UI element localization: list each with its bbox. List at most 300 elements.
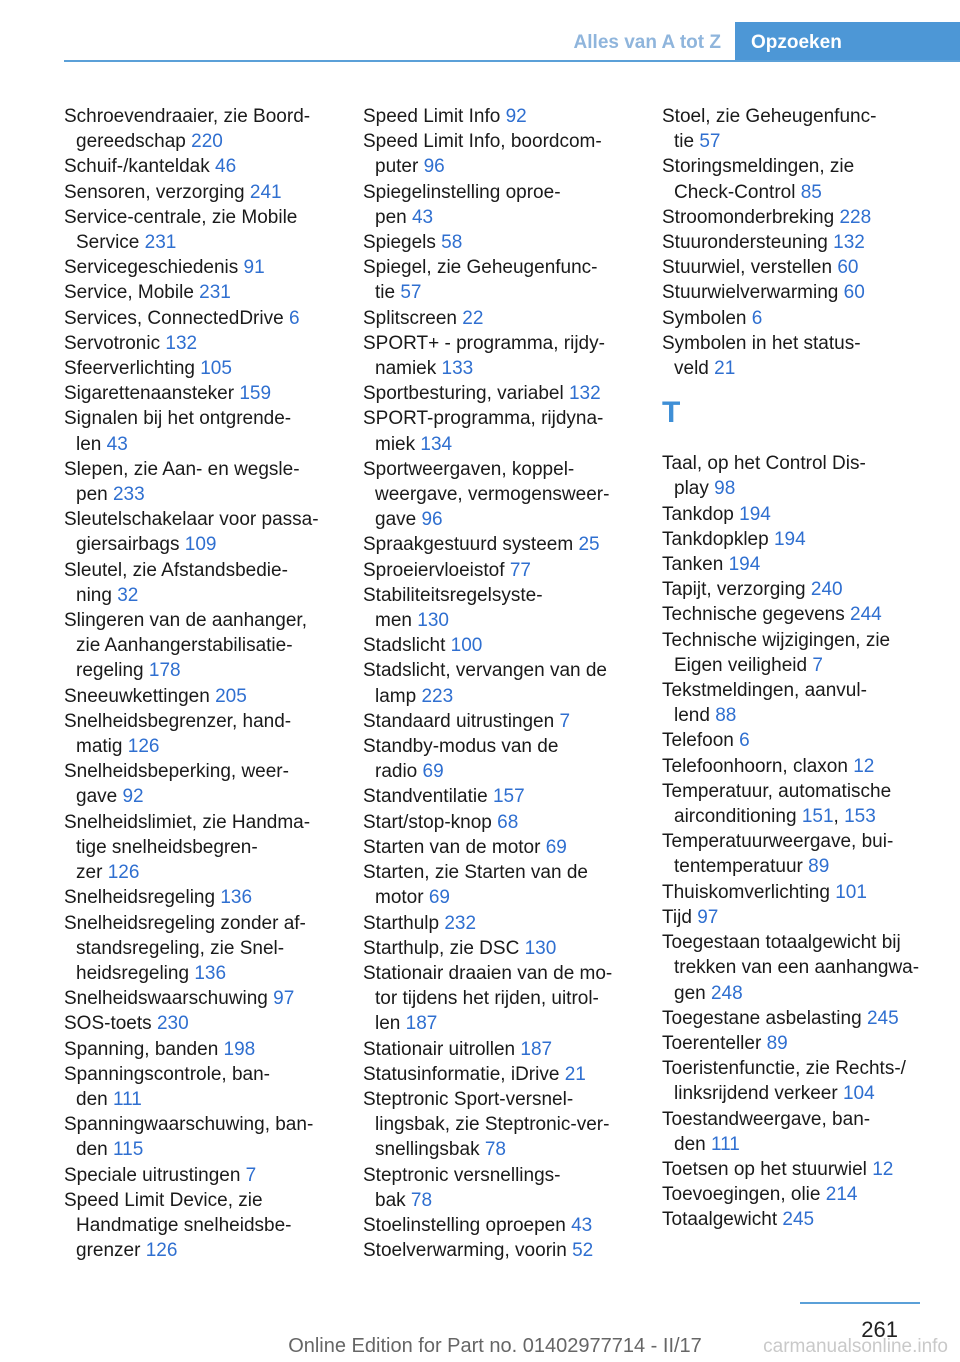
page-link[interactable]: 132	[165, 332, 198, 354]
index-entry	[662, 1056, 934, 1106]
index-entry-text: Tankdop	[662, 503, 734, 525]
page-link[interactable]: 228	[839, 206, 872, 228]
page-number: 261	[861, 1317, 898, 1342]
index-entry-text: Toetsen op het stuurwiel	[662, 1158, 867, 1180]
page-link[interactable]: 21	[564, 1063, 586, 1085]
page-link[interactable]: 153	[844, 806, 876, 828]
index-entry-text: Standaard uitrustingen	[363, 710, 555, 732]
index-entry-text: Sneeuwkettingen	[64, 685, 210, 707]
index-entry-text: Service, Mobile	[64, 282, 194, 304]
index-entry	[64, 759, 336, 809]
index-entry	[662, 552, 934, 577]
index-entry-text: Spiegelinstelling oproe-	[363, 181, 561, 203]
index-entry	[363, 709, 635, 734]
index-entry	[363, 633, 635, 658]
page-link[interactable]: 214	[825, 1184, 858, 1206]
index-entry-text: Toegestane asbelasting	[662, 1007, 862, 1029]
page-link[interactable]: 7	[245, 1164, 257, 1186]
page-link[interactable]: 60	[843, 282, 865, 304]
header-rule	[64, 60, 960, 62]
index-entry-text: puter	[375, 156, 419, 178]
index-entry-text: Sleutel, zie Afstandsbedie-	[64, 559, 288, 581]
page-link[interactable]: 111	[112, 1088, 142, 1110]
index-entry-text: den	[76, 1088, 108, 1110]
index-letter-heading: T	[662, 396, 681, 430]
index-entry	[363, 306, 635, 331]
index-entry-text: Speciale uitrustingen	[64, 1164, 241, 1186]
page-link[interactable]: 52	[572, 1240, 594, 1262]
page-link[interactable]: 240	[810, 579, 843, 601]
index-entry	[64, 180, 336, 205]
page-link[interactable]: 157	[492, 786, 525, 808]
page-link[interactable]: 220	[191, 131, 223, 153]
index-entry-text: Starten van de motor	[363, 836, 541, 858]
index-entry	[363, 1087, 635, 1163]
section-title: Alles van A tot Z	[573, 32, 721, 53]
page-link[interactable]: 244	[850, 604, 882, 626]
index-entry-text: Speed Limit Info, boordcom-	[363, 131, 602, 153]
index-entry-text: Stroomonderbreking	[662, 206, 835, 228]
index-entry-text: Spanningwaarschuwing, ban-	[64, 1114, 314, 1136]
page-link[interactable]: 46	[215, 156, 237, 178]
page-link[interactable]: 21	[714, 358, 736, 380]
page-link[interactable]: 12	[853, 755, 875, 777]
index-entry-text: Sportbesturing, variabel	[363, 383, 564, 405]
index-entry-text: Steptronic Sport-versnel-	[363, 1088, 574, 1110]
index-entry	[363, 558, 635, 583]
page-link[interactable]: 98	[714, 478, 736, 500]
index-entry-text: SPORT+ - programma, rijdy-	[363, 332, 605, 354]
page-link[interactable]: 85	[800, 181, 822, 203]
page-link[interactable]: 187	[520, 1038, 553, 1060]
index-entry	[64, 1011, 336, 1036]
page-link[interactable]: 205	[215, 685, 247, 707]
page-link[interactable]: 126	[145, 1240, 178, 1262]
page-link[interactable]: 231	[199, 282, 231, 304]
page-link[interactable]: 134	[420, 433, 453, 455]
index-entry	[662, 880, 934, 905]
index-entry	[662, 1107, 934, 1157]
page-link[interactable]: 194	[739, 503, 771, 525]
index-entry	[64, 154, 336, 179]
index-entry-text: Snelheidsbeperking, weer-	[64, 761, 289, 783]
page-link[interactable]: 89	[766, 1032, 788, 1054]
index-entry-text: Slepen, zie Aan- en wegsle-	[64, 458, 300, 480]
index-entry-text: play	[674, 478, 709, 500]
index-entry-text: SOS-toets	[64, 1013, 152, 1035]
page-link[interactable]: 89	[808, 856, 830, 878]
index-entry-text: den	[674, 1133, 706, 1155]
index-entry-text: gave	[375, 509, 417, 531]
index-entry-text: Thuiskomverlichting	[662, 881, 830, 903]
index-entry-text: Snelheidsbegrenzer, hand-	[64, 710, 292, 732]
index-entry	[363, 810, 635, 835]
index-entry-text: den	[76, 1139, 108, 1161]
index-entry	[363, 734, 635, 784]
index-entry-text: Sfeerverlichting	[64, 358, 195, 380]
index-entry	[64, 986, 336, 1011]
page-link[interactable]: 178	[148, 660, 181, 682]
footer-edition: Online Edition for Part no. 01402977714 - II/17	[288, 1335, 702, 1357]
page-link[interactable]: 136	[220, 887, 253, 909]
index-entry-text: Spraakgestuurd systeem	[363, 534, 574, 556]
index-entry-text: Stuurwiel, verstellen	[662, 257, 833, 279]
index-entry-text: Steptronic versnellings-	[363, 1164, 561, 1186]
index-entry-text: tige snelheidsbegren-	[76, 836, 258, 858]
index-entry-text: Tankdopklep	[662, 528, 769, 550]
page-link[interactable]: 25	[578, 534, 600, 556]
page-link[interactable]: 43	[571, 1214, 593, 1236]
index-entry-text: Splitscreen	[363, 307, 457, 329]
index-entry-text: miek	[375, 433, 416, 455]
page-link[interactable]: 248	[710, 982, 743, 1004]
index-entry-text: Servicegeschiedenis	[64, 257, 239, 279]
index-entry-text: lamp	[375, 685, 417, 707]
page-link[interactable]: 7	[559, 710, 571, 732]
page-link[interactable]: 7	[812, 654, 823, 676]
index-entry	[64, 356, 336, 381]
index-entry-text: Snelheidsregeling	[64, 887, 216, 909]
page-link[interactable]: 69	[422, 761, 444, 783]
index-entry-text: Technische gegevens	[662, 604, 845, 626]
page-link[interactable]: 32	[117, 584, 139, 606]
index-entry	[662, 678, 934, 728]
index-entry-text: heidsregeling	[76, 962, 190, 984]
page-link[interactable]: 104	[842, 1083, 875, 1105]
index-entry-text: radio	[375, 761, 418, 783]
page-link[interactable]: 57	[400, 282, 422, 304]
page-link[interactable]: 6	[288, 307, 300, 329]
page-link[interactable]: 92	[505, 106, 527, 127]
index-entry	[363, 1238, 635, 1263]
page-link[interactable]: 126	[107, 862, 140, 884]
index-entry	[662, 930, 934, 1006]
index-entry-text: zer	[76, 862, 103, 884]
index-entry-text: Speed Limit Device, zie	[64, 1189, 263, 1211]
page-link[interactable]: 96	[421, 509, 443, 531]
index-entry	[662, 602, 934, 627]
index-entry-text: linksrijdend verkeer	[674, 1083, 838, 1105]
page-link[interactable]: 194	[728, 554, 761, 576]
index-entry-text: Toerenteller	[662, 1032, 762, 1054]
index-entry-text: Speed Limit Info	[363, 106, 501, 127]
page-link[interactable]: 77	[509, 559, 531, 581]
index-entry-text: lingsbak, zie Steptronic-ver-	[375, 1114, 610, 1136]
page-link[interactable]: 187	[405, 1013, 438, 1035]
search-tab[interactable]: Opzoeken	[735, 22, 960, 62]
index-entry	[64, 1163, 336, 1188]
index-entry-text: Stationair uitrollen	[363, 1038, 516, 1060]
index-entry-text: Stoelinstelling oproepen	[363, 1214, 566, 1236]
index-entry-text: namiek	[375, 358, 437, 380]
index-entry-text: Stabiliteitsregelsyste-	[363, 584, 543, 606]
index-entry	[64, 255, 336, 280]
index-entry-text: Toevoegingen, olie	[662, 1184, 821, 1206]
page-link[interactable]: 43	[411, 206, 434, 228]
index-entry	[64, 406, 336, 456]
index-entry-text: tor tijdens het rijden, uitrol-	[375, 988, 599, 1010]
page-link[interactable]: 91	[243, 257, 265, 279]
index-entry	[64, 205, 336, 255]
index-entry	[64, 810, 336, 886]
index-entry	[662, 829, 934, 879]
page-link[interactable]: 130	[524, 937, 557, 959]
index-entry	[662, 728, 934, 753]
index-entry-text: tie	[375, 282, 396, 304]
page-link[interactable]: 245	[782, 1209, 815, 1231]
page-link[interactable]: 126	[127, 736, 160, 758]
index-entry-text: tentemperatuur	[674, 856, 803, 878]
index-entry	[662, 1207, 934, 1232]
index-entry	[363, 230, 635, 255]
index-entry	[662, 1157, 934, 1182]
index-entry-text: Stoel, zie Geheugenfunc-	[662, 106, 877, 127]
index-entry-text: Starten, zie Starten van de	[363, 862, 588, 884]
page-link[interactable]: 223	[421, 685, 454, 707]
index-entry	[363, 255, 635, 305]
index-entry-text: Signalen bij het ontgrende-	[64, 408, 292, 430]
index-entry-text: Stadslicht, vervangen van de	[363, 660, 607, 682]
index-entry-text: tie	[674, 131, 695, 153]
page-link[interactable]: 130	[417, 610, 449, 632]
index-entry-text: Standventilatie	[363, 786, 488, 808]
index-entry	[64, 709, 336, 759]
index-entry-text: Taal, op het Control Dis-	[662, 453, 866, 475]
index-entry-text: Tapijt, verzorging	[662, 579, 806, 601]
page-link[interactable]: 43	[106, 433, 128, 455]
index-entry	[363, 961, 635, 1037]
index-entry	[64, 911, 336, 987]
page-link[interactable]: 12	[872, 1158, 894, 1180]
page-link[interactable]: 233	[112, 484, 145, 506]
page-link[interactable]: 92	[122, 786, 144, 808]
index-entry	[64, 381, 336, 406]
index-entry	[363, 532, 635, 557]
page-link[interactable]: 194	[773, 528, 806, 550]
index-entry-text: Sproeiervloeistof	[363, 559, 505, 581]
page-link[interactable]: 6	[739, 730, 750, 752]
index-entry-text: Service-centrale, zie Mobile	[64, 206, 298, 228]
page-link[interactable]: 115	[112, 1139, 144, 1161]
page-link[interactable]: 111	[710, 1133, 740, 1155]
page-link[interactable]: 241	[249, 181, 282, 203]
index-entry-text: Start/stop-knop	[363, 811, 492, 833]
page-link[interactable]: 151	[801, 806, 834, 828]
index-entry-text: Services, ConnectedDrive	[64, 307, 284, 329]
index-entry	[363, 406, 635, 456]
index-entry-text: Sleutelschakelaar voor passa-	[64, 509, 319, 531]
index-entry	[363, 331, 635, 381]
index-column-3	[662, 104, 934, 1233]
page-link[interactable]: 78	[410, 1189, 433, 1211]
index-entry	[363, 835, 635, 860]
index-entry-text: weergave, vermogensweer-	[375, 484, 610, 506]
page-link[interactable]: 88	[715, 705, 737, 727]
index-entry-text: motor	[375, 887, 424, 909]
index-entry	[363, 936, 635, 961]
index-entry-text: pen	[76, 484, 108, 506]
page-link[interactable]: 132	[833, 232, 865, 254]
page-header	[64, 22, 960, 62]
index-entry-text: Slingeren van de aanhanger,	[64, 610, 307, 632]
page-link[interactable]: 22	[462, 307, 484, 329]
index-entry-text: Standby-modus van de	[363, 736, 559, 758]
index-entry	[662, 502, 934, 527]
index-entry	[64, 306, 336, 331]
page-link[interactable]: 109	[184, 534, 217, 556]
index-entry	[363, 104, 635, 129]
index-entry	[662, 1031, 934, 1056]
page-link[interactable]: 198	[223, 1038, 256, 1060]
index-entry	[64, 1062, 336, 1112]
index-entry-text: zie Aanhangerstabilisatie-	[76, 635, 293, 657]
page-link[interactable]: 97	[273, 988, 295, 1010]
watermark: carmanualsonline.info	[763, 1336, 948, 1357]
index-entry-text: len	[375, 1013, 401, 1035]
index-entry	[662, 331, 934, 381]
index-entry-text: Spiegel, zie Geheugenfunc-	[363, 257, 598, 279]
index-entry-text: Schroevendraaier, zie Boord-	[64, 106, 311, 127]
index-entry	[64, 1112, 336, 1162]
index-entry	[64, 608, 336, 684]
index-entry	[662, 628, 934, 678]
index-entry	[64, 457, 336, 507]
page-link[interactable]: 232	[444, 912, 477, 934]
index-entry-text: standsregeling, zie Snel-	[76, 937, 285, 959]
index-entry-text: regeling	[76, 660, 144, 682]
index-entry-text: Toestandweergave, ban-	[662, 1108, 871, 1130]
index-entry-text: Eigen veiligheid	[674, 654, 808, 676]
index-entry	[64, 507, 336, 557]
index-entry-text: veld	[674, 358, 709, 380]
page-link[interactable]: 57	[699, 131, 721, 153]
index-entry-text: Temperatuur, automatische	[662, 780, 892, 802]
index-entry-text: Totaalgewicht	[662, 1209, 778, 1231]
page-link[interactable]: 6	[751, 307, 763, 329]
index-entry-text: Temperatuurweergave, bui-	[662, 831, 894, 853]
index-entry	[662, 104, 934, 154]
page-link[interactable]: 231	[144, 232, 177, 254]
index-entry-text: gereedschap	[76, 131, 186, 153]
page-link[interactable]: 78	[484, 1139, 506, 1161]
page-link[interactable]: 136	[194, 962, 227, 984]
index-entry-text: Handmatige snelheidsbe-	[76, 1214, 292, 1236]
index-entry-text: Toegestaan totaalgewicht bij	[662, 932, 901, 954]
index-entry-text: Sportweergaven, koppel-	[363, 458, 575, 480]
index-entry-text: Snelheidswaarschuwing	[64, 988, 268, 1010]
index-entry	[363, 381, 635, 406]
index-entry	[662, 230, 934, 255]
index-entry	[64, 1037, 336, 1062]
page-link[interactable]: 132	[568, 383, 601, 405]
page-link[interactable]: 101	[835, 881, 867, 903]
index-entry-text: airconditioning	[674, 806, 797, 828]
index-entry	[363, 457, 635, 533]
index-entry-text: Telefoonhoorn, claxon	[662, 755, 848, 777]
index-entry	[662, 905, 934, 930]
index-entry-text: men	[375, 610, 412, 632]
index-entry-text: Tekstmeldingen, aanvul-	[662, 680, 867, 702]
index-entry-text: Tijd	[662, 906, 692, 928]
page-link[interactable]: 96	[423, 156, 445, 178]
page-link[interactable]: 133	[441, 358, 474, 380]
page-link[interactable]: 69	[428, 887, 450, 909]
index-entry	[662, 527, 934, 552]
page-link[interactable]: 105	[200, 358, 232, 380]
page-link[interactable]: 100	[450, 635, 483, 657]
index-entry-text: Stadslicht	[363, 635, 446, 657]
index-entry-text: gen	[674, 982, 706, 1004]
index-entry-text: Stuurondersteuning	[662, 232, 828, 254]
index-entry-text: Storingsmeldingen, zie	[662, 156, 855, 178]
index-entry-text: Service	[76, 232, 140, 254]
page-link[interactable]: 58	[441, 232, 463, 254]
index-entry	[662, 154, 934, 204]
index-entry-text: Spiegels	[363, 232, 436, 254]
index-entry	[662, 451, 934, 501]
index-entry-text: Spanning, banden	[64, 1038, 219, 1060]
index-entry-text: Symbolen in het status-	[662, 332, 861, 354]
index-entry	[64, 331, 336, 356]
index-entry	[662, 577, 934, 602]
index-entry	[662, 1006, 934, 1031]
index-entry-text: trekken van een aanhangwa-	[674, 957, 920, 979]
index-entry-text: Servotronic	[64, 332, 161, 354]
index-entry	[64, 1188, 336, 1264]
index-entry-text: bak	[375, 1189, 406, 1211]
index-entry	[64, 280, 336, 305]
index-entry	[363, 1062, 635, 1087]
index-entry-text: Statusinformatie, iDrive	[363, 1063, 560, 1085]
index-entry	[363, 583, 635, 633]
index-column-2	[363, 104, 635, 1263]
index-entry-text: giersairbags	[76, 534, 180, 556]
page-link[interactable]: 68	[497, 811, 519, 833]
index-entry	[363, 1037, 635, 1062]
index-entry	[363, 1213, 635, 1238]
index-entry-text: Symbolen	[662, 307, 747, 329]
index-entry	[363, 860, 635, 910]
index-entry-text: snellingsbak	[375, 1139, 480, 1161]
index-column-1	[64, 104, 336, 1263]
page-link[interactable]: 97	[697, 906, 719, 928]
index-entry-text: ning	[76, 584, 112, 606]
index-entry-text: Starthulp	[363, 912, 440, 934]
index-entry-text: Starthulp, zie DSC	[363, 937, 520, 959]
page-link[interactable]: 245	[866, 1007, 899, 1029]
index-entry	[64, 885, 336, 910]
index-entry-text: Stuurwielverwarming	[662, 282, 839, 304]
index-entry-text: Sigarettenaansteker	[64, 383, 235, 405]
index-entry	[363, 180, 635, 230]
index-entry-text: Stoelverwarming, voorin	[363, 1240, 567, 1262]
index-entry	[662, 754, 934, 779]
index-entry-text: lend	[674, 705, 710, 727]
index-entry-text: pen	[375, 206, 407, 228]
index-entry-text: Technische wijzigingen, zie	[662, 629, 891, 651]
index-entry-text: Spanningscontrole, ban-	[64, 1063, 270, 1085]
page-link[interactable]: 230	[156, 1013, 189, 1035]
index-entry	[64, 558, 336, 608]
index-entry	[662, 280, 934, 305]
page-link[interactable]: 60	[837, 257, 859, 279]
page-link[interactable]: 69	[545, 836, 567, 858]
page-link[interactable]: 159	[239, 383, 272, 405]
index-entry-text: Snelheidsregeling zonder af-	[64, 912, 306, 934]
index-entry-text: Sensoren, verzorging	[64, 181, 245, 203]
index-entry: Temperatuur, automatische airconditioning 151, 153	[662, 780, 892, 828]
index-entry	[363, 1163, 635, 1213]
